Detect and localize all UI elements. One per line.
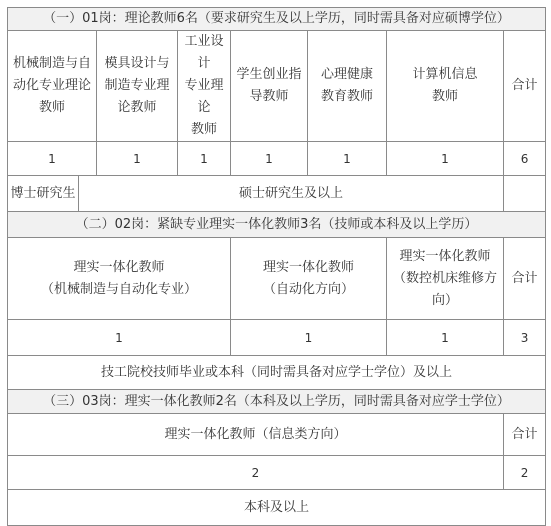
post2-header-automation: 理实一体化教师 （自动化方向）	[231, 238, 387, 320]
post1-heading: （一）01岗：理论教师6名（要求研究生及以上学历，同时需具备对应硕博学位）	[8, 8, 546, 31]
post1-header-computer: 计算机信息 教师	[387, 31, 504, 142]
post3-count-information: 2	[8, 456, 504, 490]
post1-count-total: 6	[504, 142, 546, 176]
post1-header-mold-design: 模具设计与 制造专业理 论教师	[97, 31, 178, 142]
post1-count-industrial-design: 1	[178, 142, 231, 176]
post1-header-industrial-design: 工业设计 专业理论 教师	[178, 31, 231, 142]
post1-degree-empty	[504, 176, 546, 212]
post2-count-total: 3	[504, 320, 546, 356]
post3-count-total: 2	[504, 456, 546, 490]
post2-header-mechanical: 理实一体化教师 （机械制造与自动化专业）	[8, 238, 231, 320]
post1-count-mechanical: 1	[8, 142, 97, 176]
post1-degree-masters: 硕士研究生及以上	[79, 176, 504, 212]
post1-count-entrepreneurship: 1	[231, 142, 308, 176]
recruitment-table	[7, 7, 546, 526]
post3-requirement: 本科及以上	[8, 490, 546, 526]
post2-count-mechanical: 1	[8, 320, 231, 356]
post2-requirement: 技工院校技师毕业或本科（同时需具备对应学士学位）及以上	[8, 356, 546, 390]
post2-count-cnc-maintenance: 1	[387, 320, 504, 356]
post1-header-entrepreneurship: 学生创业指 导教师	[231, 31, 308, 142]
post1-header-total: 合计	[504, 31, 546, 142]
post1-header-mechanical: 机械制造与自 动化专业理论 教师	[8, 31, 97, 142]
post1-count-mental-health: 1	[308, 142, 387, 176]
post2-heading: （二）02岗：紧缺专业理实一体化教师3名（技师或本科及以上学历）	[8, 212, 546, 238]
post1-header-mental-health: 心理健康 教育教师	[308, 31, 387, 142]
post2-count-automation: 1	[231, 320, 387, 356]
post3-header-information: 理实一体化教师（信息类方向）	[8, 414, 504, 456]
post1-degree-doctoral: 博士研究生	[8, 176, 79, 212]
post3-header-total: 合计	[504, 414, 546, 456]
post2-header-cnc-maintenance: 理实一体化教师 （数控机床维修方 向）	[387, 238, 504, 320]
post3-heading: （三）03岗：理实一体化教师2名（本科及以上学历，同时需具备对应学士学位）	[8, 390, 546, 414]
post2-header-total: 合计	[504, 238, 546, 320]
post1-count-mold-design: 1	[97, 142, 178, 176]
post1-count-computer: 1	[387, 142, 504, 176]
